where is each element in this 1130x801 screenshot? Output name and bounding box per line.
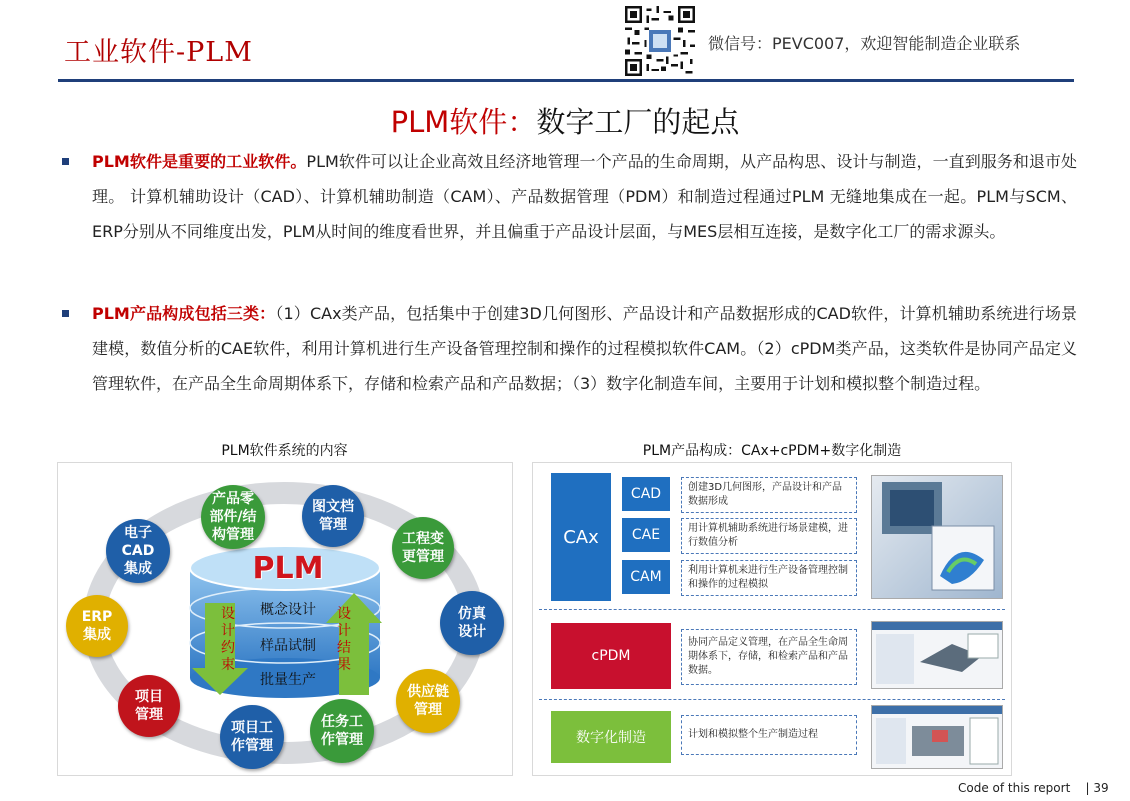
node-engineering-change: 工程变 更管理 [392, 517, 454, 579]
layer-mass-production: 批量生产 [260, 672, 316, 688]
bullet-1-lead: PLM软件是重要的工业软件。 [92, 152, 307, 171]
title-prefix: PLM软件 [390, 105, 508, 139]
cpdm-block: cPDM [551, 623, 671, 689]
bullet-marker [62, 158, 69, 165]
node-supply-chain: 供应链 管理 [396, 669, 460, 733]
bullet-2-lead: PLM产品构成包括三类： [92, 304, 276, 323]
cae-block: CAE [622, 518, 670, 552]
plm-center-label: PLM [252, 551, 324, 586]
bullet-paragraph-1 [92, 144, 1077, 249]
node-project-work: 项目工 作管理 [220, 705, 284, 769]
cam-block: CAM [622, 560, 670, 594]
footer [958, 781, 1109, 795]
title-colon: ： [507, 105, 537, 139]
plm-composition-diagram [532, 462, 1012, 776]
cax-screenshot [871, 475, 1003, 599]
arrow-design-result: 设 计 结 果 [337, 606, 351, 673]
bullet-1-text: PLM软件可以让企业高效且经济地管理一个产品的生命周期，从产品构思、设计与制造，一直到服务和退市处理。 计算机辅助设计（CAD）、计算机辅助制造（CAM）、产品数据管理（PDM）和制造过程通过PLM 无缝地集成在一起。PLM与SCM、ERP分别从不同维度出发，PLM从时间的维度看世界，并且偏重于产品设计层面，与MES层相互连接，是数字化工厂的需求源头。 [92, 152, 1077, 241]
page-title [0, 100, 1130, 141]
plm-system-diagram [57, 462, 513, 776]
bullet-marker [62, 310, 69, 317]
arrow-design-constraint: 设 计 约 束 [221, 606, 235, 673]
section-divider [539, 699, 1005, 700]
wechat-contact: 微信号：PEVC007，欢迎智能制造企业联系 [708, 34, 1021, 53]
digital-manufacturing-screenshot [871, 705, 1003, 769]
title-rest: 数字工厂的起点 [536, 105, 740, 139]
bullet-2-text: （1）CAx类产品，包括集中于创建3D几何图形、产品设计和产品数据形成的CAD软件，计算机辅助系统进行场景建模，数值分析的CAE软件，利用计算机进行生产设备管理控制和操作的过程模拟软件CAM。（2）cPDM类产品，这类软件是协同产品定义管理软件，在产品全生命周期体系下，存储和检索产品和产品数据；（3）数字化制造车间，主要用于计划和模拟整个制造过程。 [92, 304, 1077, 393]
cpdm-screenshot [871, 621, 1003, 689]
digital-manufacturing-description: 计划和模拟整个生产制造过程 [681, 715, 857, 755]
layer-prototype: 样品试制 [260, 638, 316, 654]
section-divider [539, 609, 1005, 610]
footer-report-code: Code of this report [958, 781, 1071, 795]
cpdm-description: 协同产品定义管理，在产品全生命周期体系下，存储，和检索产品和产品数据。 [681, 629, 857, 685]
node-document-management: 图文档 管理 [302, 485, 364, 547]
brand-title: 工业软件-PLM [64, 37, 253, 68]
cad-description: 创建3D几何图形，产品设计和产品数据形成 [681, 477, 857, 513]
cax-block: CAx [551, 473, 611, 601]
cad-block: CAD [622, 477, 670, 511]
node-project-management: 项目 管理 [118, 675, 180, 737]
bullet-paragraph-2 [92, 296, 1077, 401]
cae-description: 用计算机辅助系统进行场景建模，进行数值分析 [681, 518, 857, 554]
node-erp-integration: ERP 集成 [66, 595, 128, 657]
node-simulation-design: 仿真 设计 [440, 591, 504, 655]
left-figure-caption: PLM软件系统的内容 [221, 443, 348, 459]
right-figure-caption: PLM产品构成：CAx+cPDM+数字化制造 [642, 443, 902, 459]
footer-page-number: | 39 [1085, 781, 1109, 795]
cam-description: 利用计算机来进行生产设备管理控制和操作的过程模拟 [681, 560, 857, 596]
header-divider [58, 79, 1074, 82]
qr-code-icon [624, 6, 696, 76]
digital-manufacturing-block: 数字化制造 [551, 711, 671, 763]
node-ecad-integration: 电子 CAD 集成 [106, 519, 170, 583]
node-parts-structure: 产品零 部件/结 构管理 [201, 485, 265, 549]
node-task-work: 任务工 作管理 [310, 699, 374, 763]
layer-concept: 概念设计 [260, 602, 316, 618]
